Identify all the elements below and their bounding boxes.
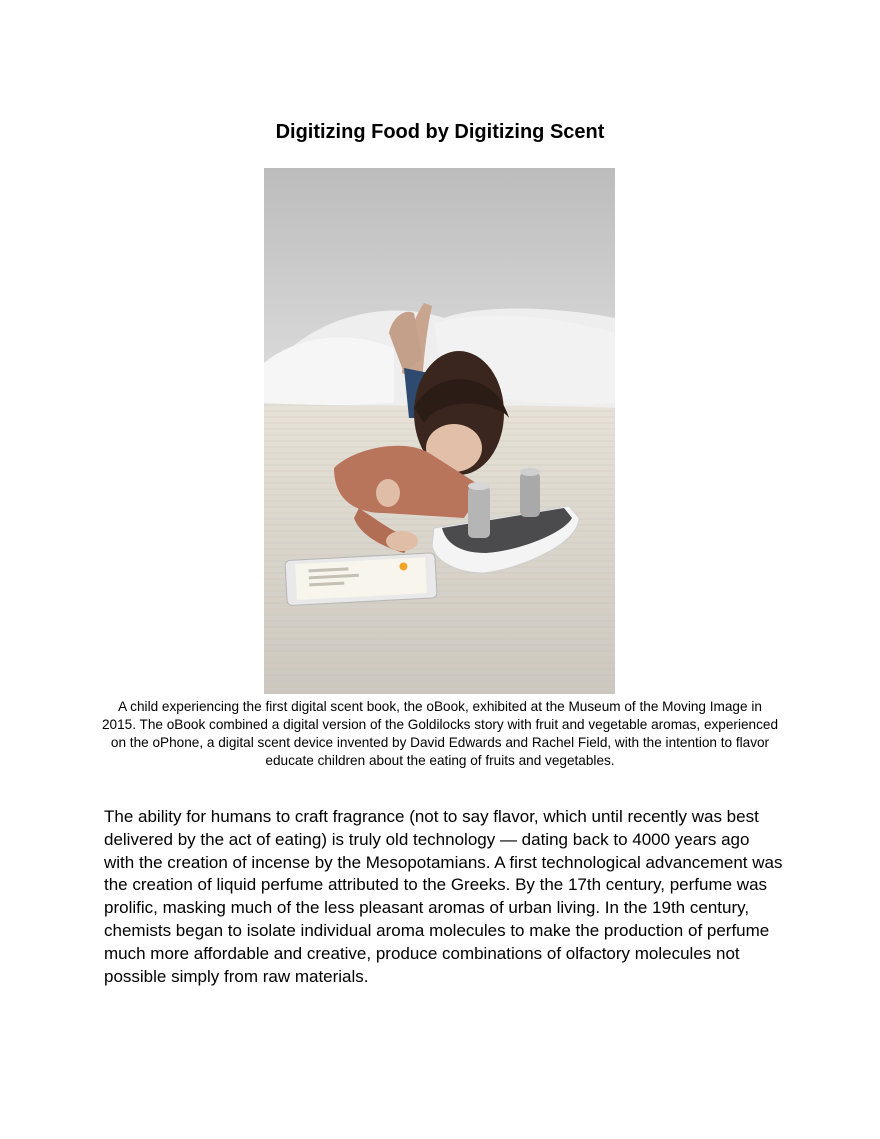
child-with-scent-device-photo-icon bbox=[264, 168, 615, 694]
photo bbox=[264, 168, 615, 694]
photo-caption: A child experiencing the first digital scent book, the oBook, exhibited at the Museum of the Moving Image in 2015. The oBook combined a digital version of the Goldilocks story with fruit and vegetable aromas, experienced on the oPhone, a digital scent device invented by David Edwards and Rachel Field, with the intention to flavor educate children about the eating of fruits and vegetables. bbox=[101, 699, 779, 768]
page-title: Digitizing Food by Digitizing Scent bbox=[275, 121, 605, 143]
body-paragraph: The ability for humans to craft fragrance (not to say flavor, which until recently was best delivered by the act of eating) is truly old technology — dating back to 4000 years ago with the creation of incense by the Mesopotamians. A first technological advancement was the creation of liquid perfume attributed to the Greeks. By the 17th century, perfume was prolific, masking much of the less pleasant aromas of urban living. In the 19th century, chemists began to isolate individual aroma molecules to make the production of perfume much more affordable and creative, produce combinations of olfactory molecules not possible simply from raw materials. bbox=[104, 807, 783, 986]
